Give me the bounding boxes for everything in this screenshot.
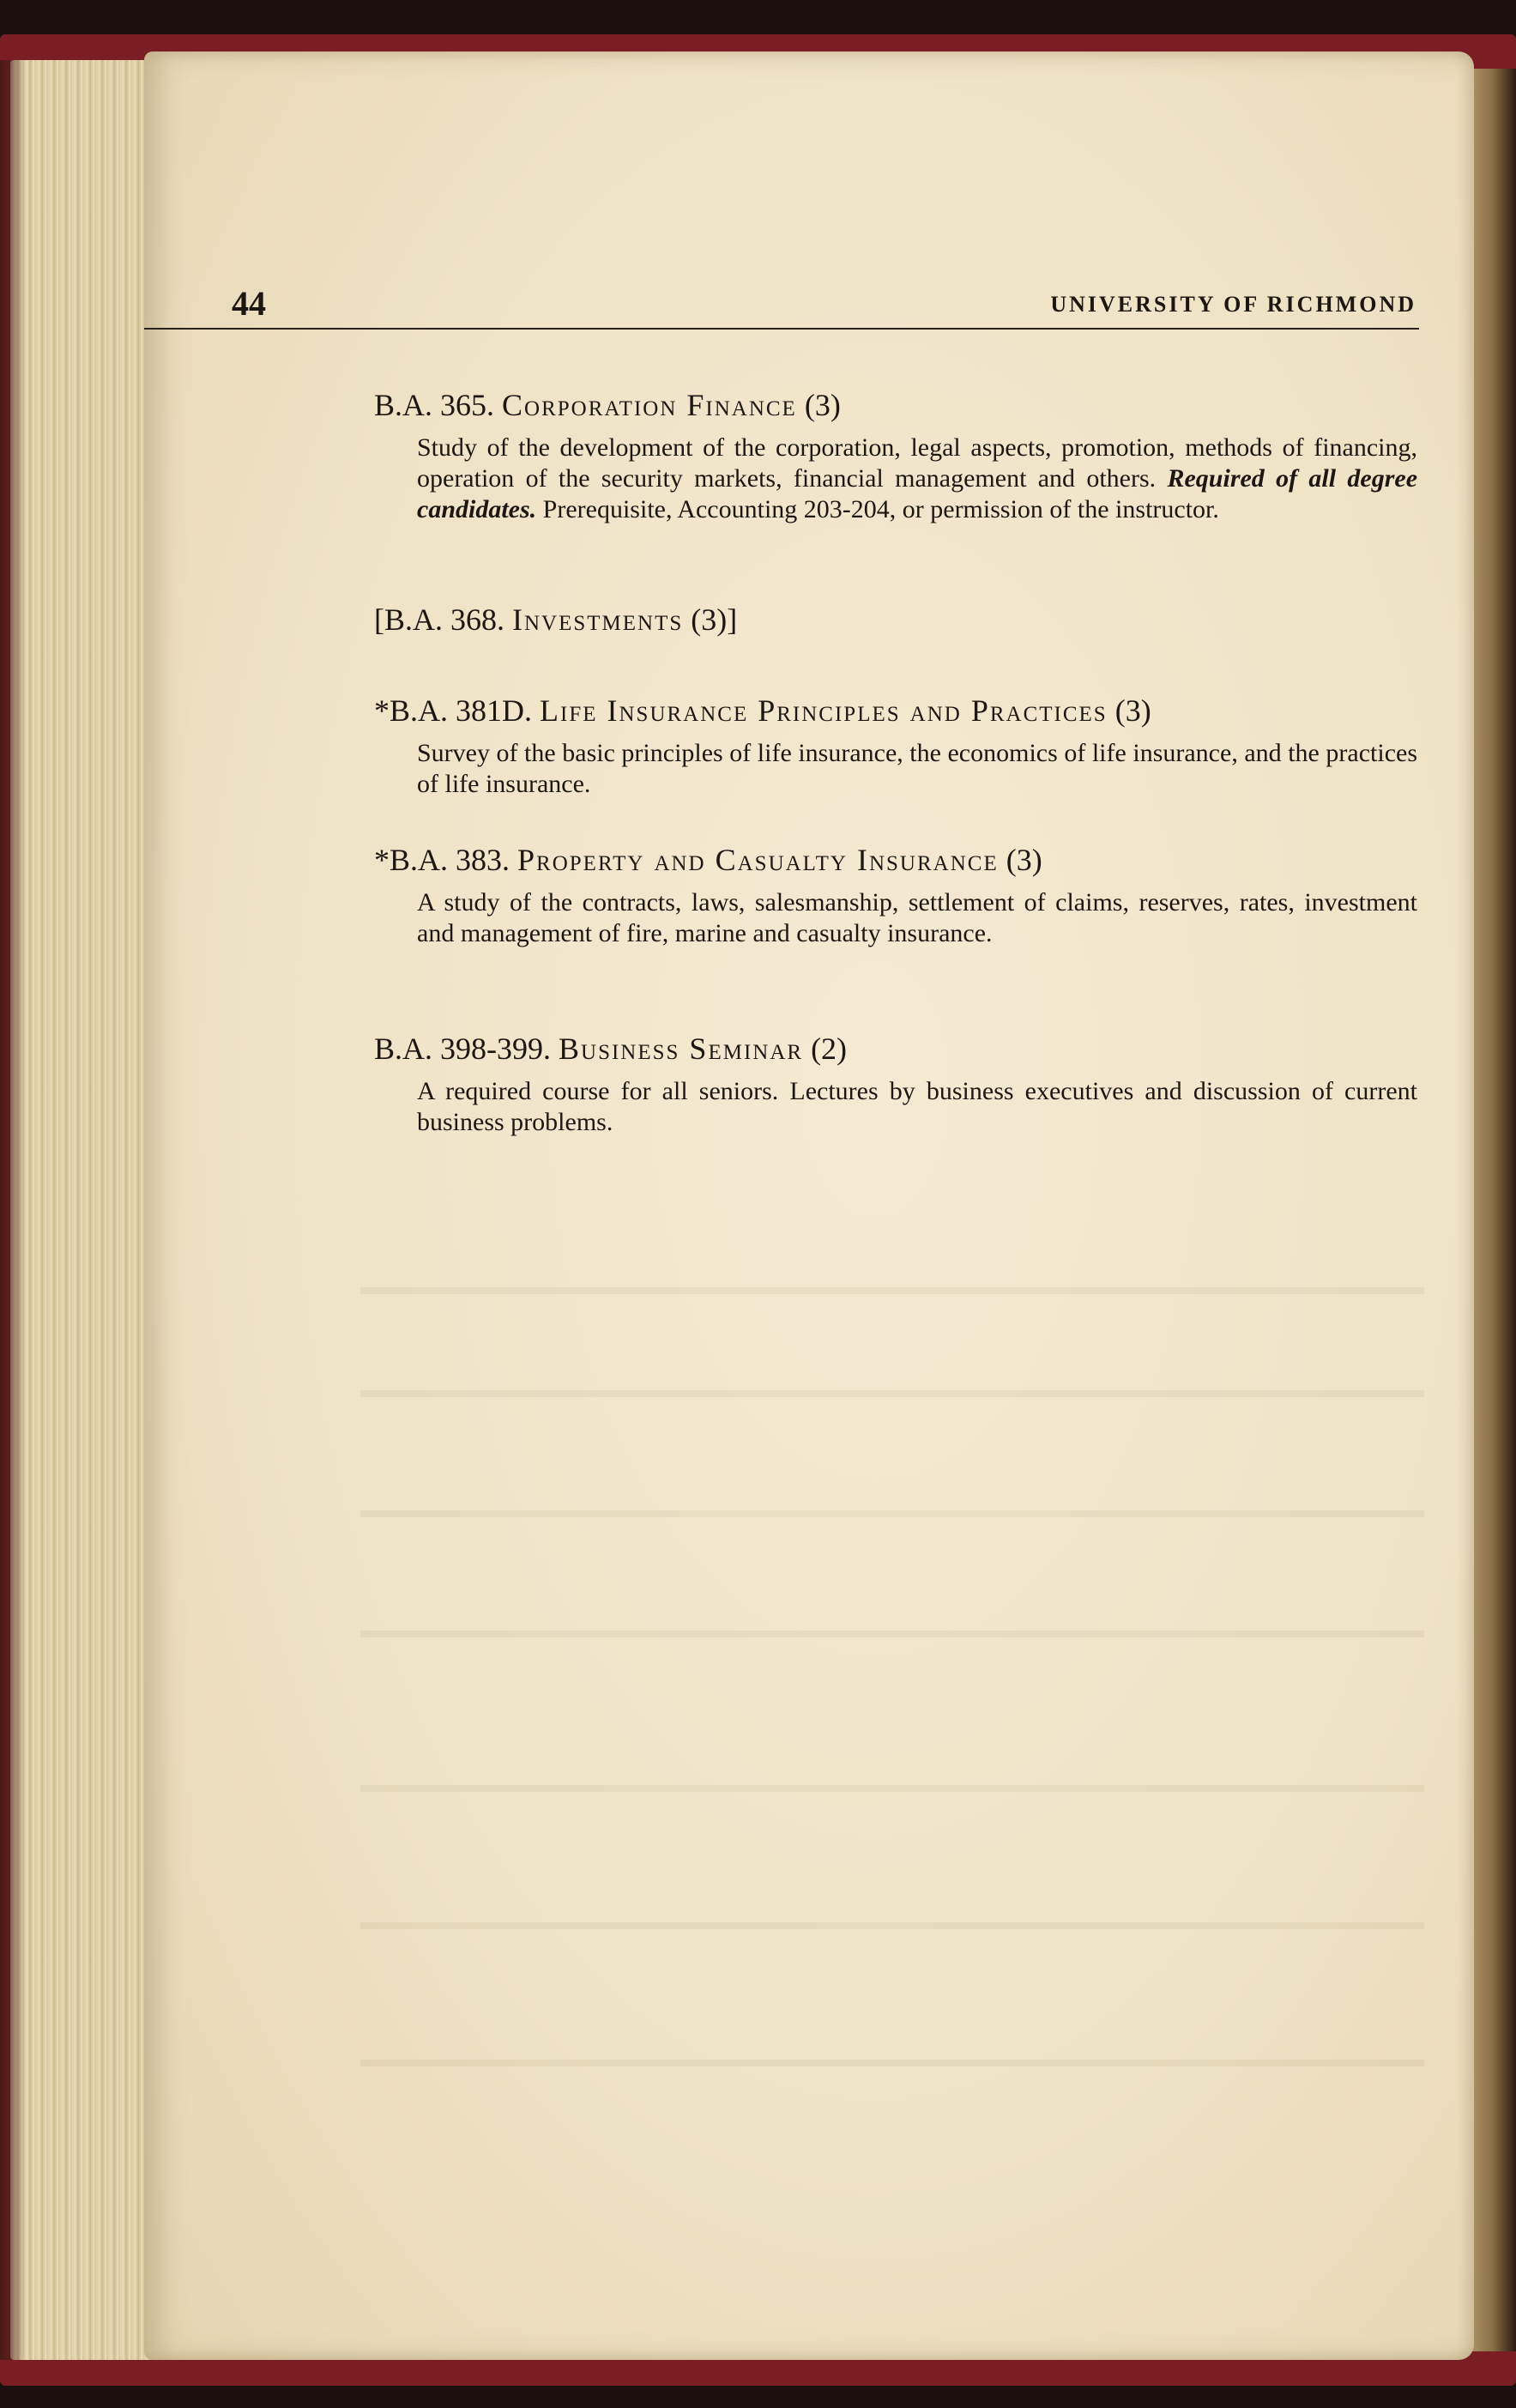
course-description-text: A required course for all seniors. Lectures by business executives and discussion of current business problems. [417,1077,1417,1136]
course-description-text: Survey of the basic principles of life insurance, the economics of life insurance, and the practices of life insurance. [417,739,1417,798]
course-credits: (3) [1006,843,1042,877]
course-credits: (3) [1114,693,1151,728]
course-title [374,841,1417,879]
course-entry [374,1030,1417,1138]
course-prerequisite: Prerequisite, Accounting 203-204, or permission of the instructor. [542,495,1219,523]
course-credits: (3) [804,388,841,422]
course-description [374,738,1417,800]
course-title [374,1030,1417,1068]
bleed-through [360,1631,1424,1637]
bleed-through [360,1287,1424,1294]
course-entry [374,386,1417,525]
course-entry [374,601,1417,638]
course-description-text: A study of the contracts, laws, salesmanship, settlement of claims, reserves, rates, investment and management of fire, marine and casualty insurance. [417,888,1417,947]
course-requirement-note: Required of all degree candidates. [417,464,1418,523]
course-description [374,887,1417,949]
course-description [374,1076,1417,1138]
course-code: *B.A. 383. [374,843,510,877]
course-code: B.A. 398-399. [374,1032,551,1066]
bleed-through [360,1390,1424,1397]
course-description [374,433,1417,525]
course-code: [B.A. 368. [374,602,504,637]
binding-shadow [0,60,26,2360]
course-credits: (2) [811,1032,848,1066]
course-description-text: Study of the development of the corporation, legal aspects, promotion, methods of financing, operation of the security markets, financial management and others. [417,433,1417,493]
bleed-through [360,1922,1424,1929]
course-credits: (3)] [691,602,738,637]
course-title [374,601,1417,638]
bleed-through [360,1510,1424,1517]
bleed-through [360,2060,1424,2066]
course-title [374,386,1417,424]
course-name: Property and Casualty Insurance [517,843,999,877]
course-entry [374,692,1417,800]
page-number: 44 [232,284,266,323]
course-title [374,692,1417,729]
bleed-through [360,1785,1424,1792]
course-entry [374,841,1417,949]
course-code: *B.A. 381D. [374,693,533,728]
course-name: Corporation Finance [502,388,797,422]
course-name: Life Insurance Principles and Practices [540,693,1108,728]
course-name: Investments [512,602,684,637]
course-name: Business Seminar [559,1032,804,1066]
running-head: UNIVERSITY OF RICHMOND [1050,292,1416,317]
course-code: B.A. 365. [374,388,495,422]
